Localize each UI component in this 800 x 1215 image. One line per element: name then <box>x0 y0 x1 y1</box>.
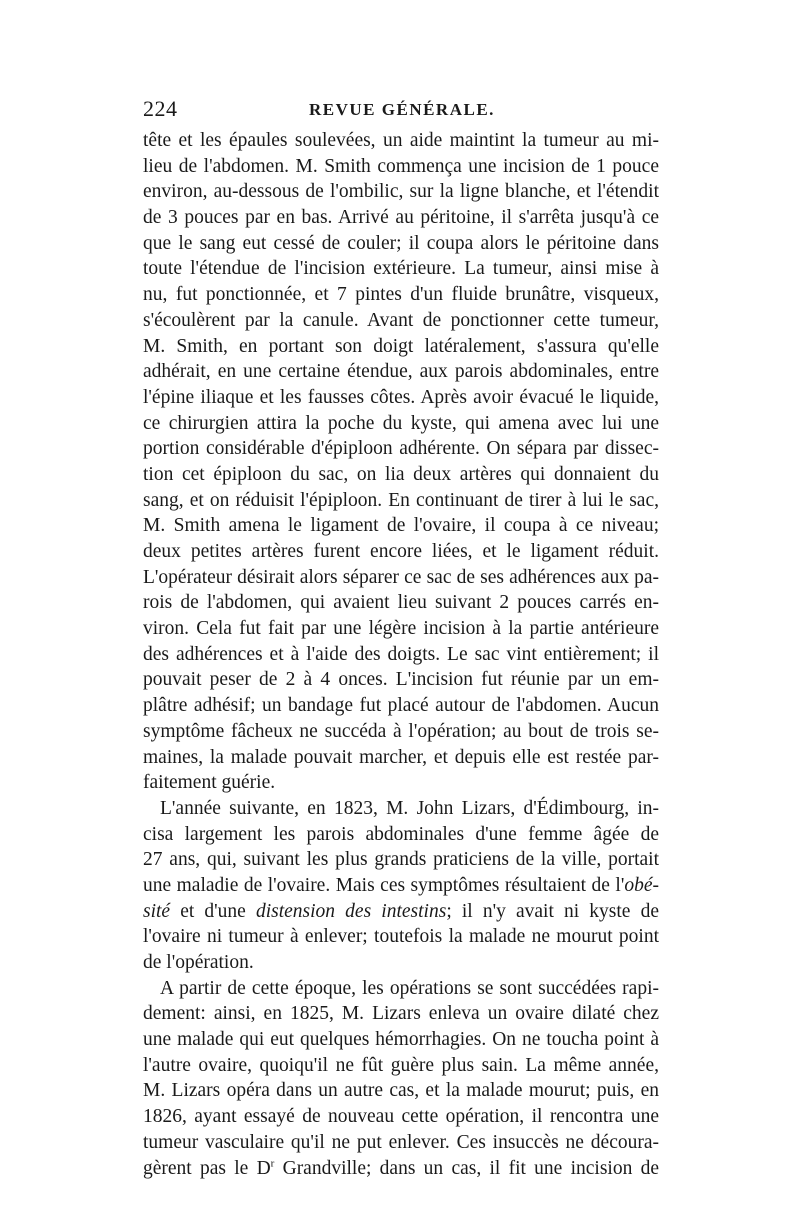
text-line: M. Smith, en portant son doigt latéralement, s'assura qu'elle <box>143 335 659 357</box>
text-line: faitement guérie. <box>143 772 276 794</box>
text-line: viron. Cela fut fait par une légère incision à la partie antérieure <box>143 618 659 640</box>
text-line: tion cet épiploon du sac, on lia deux artères qui donnaient du <box>143 463 659 485</box>
text-segment: ; il n'y avait ni kyste de <box>446 900 659 922</box>
text-line: ce chirurgien attira la poche du kyste, qui amena avec lui une <box>143 412 659 434</box>
text-line: nu, fut ponctionnée, et 7 pintes d'un fluide brunâtre, visqueux, <box>143 284 659 306</box>
text-line: environ, au-dessous de l'ombilic, sur la ligne blanche, et l'étendit <box>143 181 659 203</box>
page-header <box>143 96 659 126</box>
text-line: dement: ainsi, en 1825, M. Lizars enleva un ovaire dilaté chez <box>143 1003 659 1025</box>
text-line: l'ovaire ni tumeur à enlever; toutefois la malade ne mourut point <box>143 926 659 948</box>
text-line: adhérait, en une certaine étendue, aux parois abdominales, entre <box>143 361 659 383</box>
text-line <box>143 1156 659 1182</box>
text-line <box>143 899 659 925</box>
text-line: A partir de cette époque, les opérations se sont succédées rapi- <box>160 977 659 999</box>
text-line: tumeur vasculaire qu'il ne put enlever. Ces insuccès ne découra- <box>143 1131 659 1153</box>
text-line: de l'opération. <box>143 952 254 973</box>
text-line: plâtre adhésif; un bandage fut placé autour de l'abdomen. Aucun <box>143 695 659 717</box>
text-line: toute l'étendue de l'incision extérieure. La tumeur, ainsi mise à <box>143 258 659 280</box>
text-line: pouvait peser de 2 à 4 onces. L'incision fut réunie par un em- <box>143 669 659 691</box>
text-line: l'épine iliaque et les fausses côtes. Après avoir évacué le liquide, <box>143 386 659 408</box>
text-line: portion considérable d'épiploon adhérente. On sépara par dissec- <box>143 438 659 460</box>
text-line: l'autre ovaire, quoiqu'il ne fût guère plus sain. La même année, <box>143 1054 659 1076</box>
italic-text: distension des intestins <box>255 900 447 922</box>
superscript: r <box>270 1157 275 1169</box>
text-line: maines, la malade pouvait marcher, et depuis elle est restée par- <box>143 746 659 768</box>
text-line: tête et les épaules soulevées, un aide maintint la tumeur au mi- <box>143 130 659 151</box>
italic-text: obé- <box>624 874 659 896</box>
text-line: L'opérateur désirait alors séparer ce sac de ses adhérences aux pa- <box>143 566 659 588</box>
text-line: s'écoulèrent par la canule. Avant de ponctionner cette tumeur, <box>143 309 659 331</box>
running-head: REVUE GÉNÉRALE. <box>309 100 495 119</box>
text-segment: et d'une <box>170 900 256 922</box>
text-line: cisa largement les parois abdominales d'une femme âgée de <box>143 823 659 845</box>
text-line: M. Lizars opéra dans un autre cas, et la malade mourut; puis, en <box>143 1080 659 1102</box>
text-segment: Grandville; dans un cas, il fit une incision de <box>274 1157 660 1179</box>
text-line: rois de l'abdomen, qui avaient lieu suivant 2 pouces carrés en- <box>143 592 659 614</box>
text-segment: gèrent pas le D <box>143 1157 271 1179</box>
text-line <box>143 873 659 899</box>
text-line: que le sang eut cessé de couler; il coupa alors le péritoine dans <box>143 232 659 254</box>
italic-text: sité <box>143 900 171 922</box>
text-line: symptôme fâcheux ne succéda à l'opération; au bout de trois se- <box>143 720 659 742</box>
text-line: une malade qui eut quelques hémorrhagies. On ne toucha point à <box>143 1029 659 1051</box>
text-line: 27 ans, qui, suivant les plus grands praticiens de la ville, portait <box>143 849 659 871</box>
text-line: sang, et on réduisit l'épiploon. En continuant de tirer à lui le sac, <box>143 489 659 511</box>
text-line: deux petites artères furent encore liées, et le ligament réduit. <box>143 541 659 562</box>
text-line: L'année suivante, en 1823, M. John Lizars, d'Édimbourg, in- <box>160 797 659 819</box>
text-line: de 3 pouces par en bas. Arrivé au péritoine, il s'arrêta jusqu'à ce <box>143 207 659 229</box>
page-number: 224 <box>143 96 178 121</box>
text-segment: une maladie de l'ovaire. Mais ces symptômes résultaient de l' <box>143 874 625 896</box>
body-text <box>143 128 659 1181</box>
text-line: lieu de l'abdomen. M. Smith commença une incision de 1 pouce <box>143 155 659 177</box>
text-line: 1826, ayant essayé de nouveau cette opération, il rencontra une <box>143 1106 659 1128</box>
text-line: M. Smith amena le ligament de l'ovaire, il coupa à ce niveau; <box>143 515 659 537</box>
text-line: des adhérences et à l'aide des doigts. Le sac vint entièrement; il <box>143 643 659 665</box>
